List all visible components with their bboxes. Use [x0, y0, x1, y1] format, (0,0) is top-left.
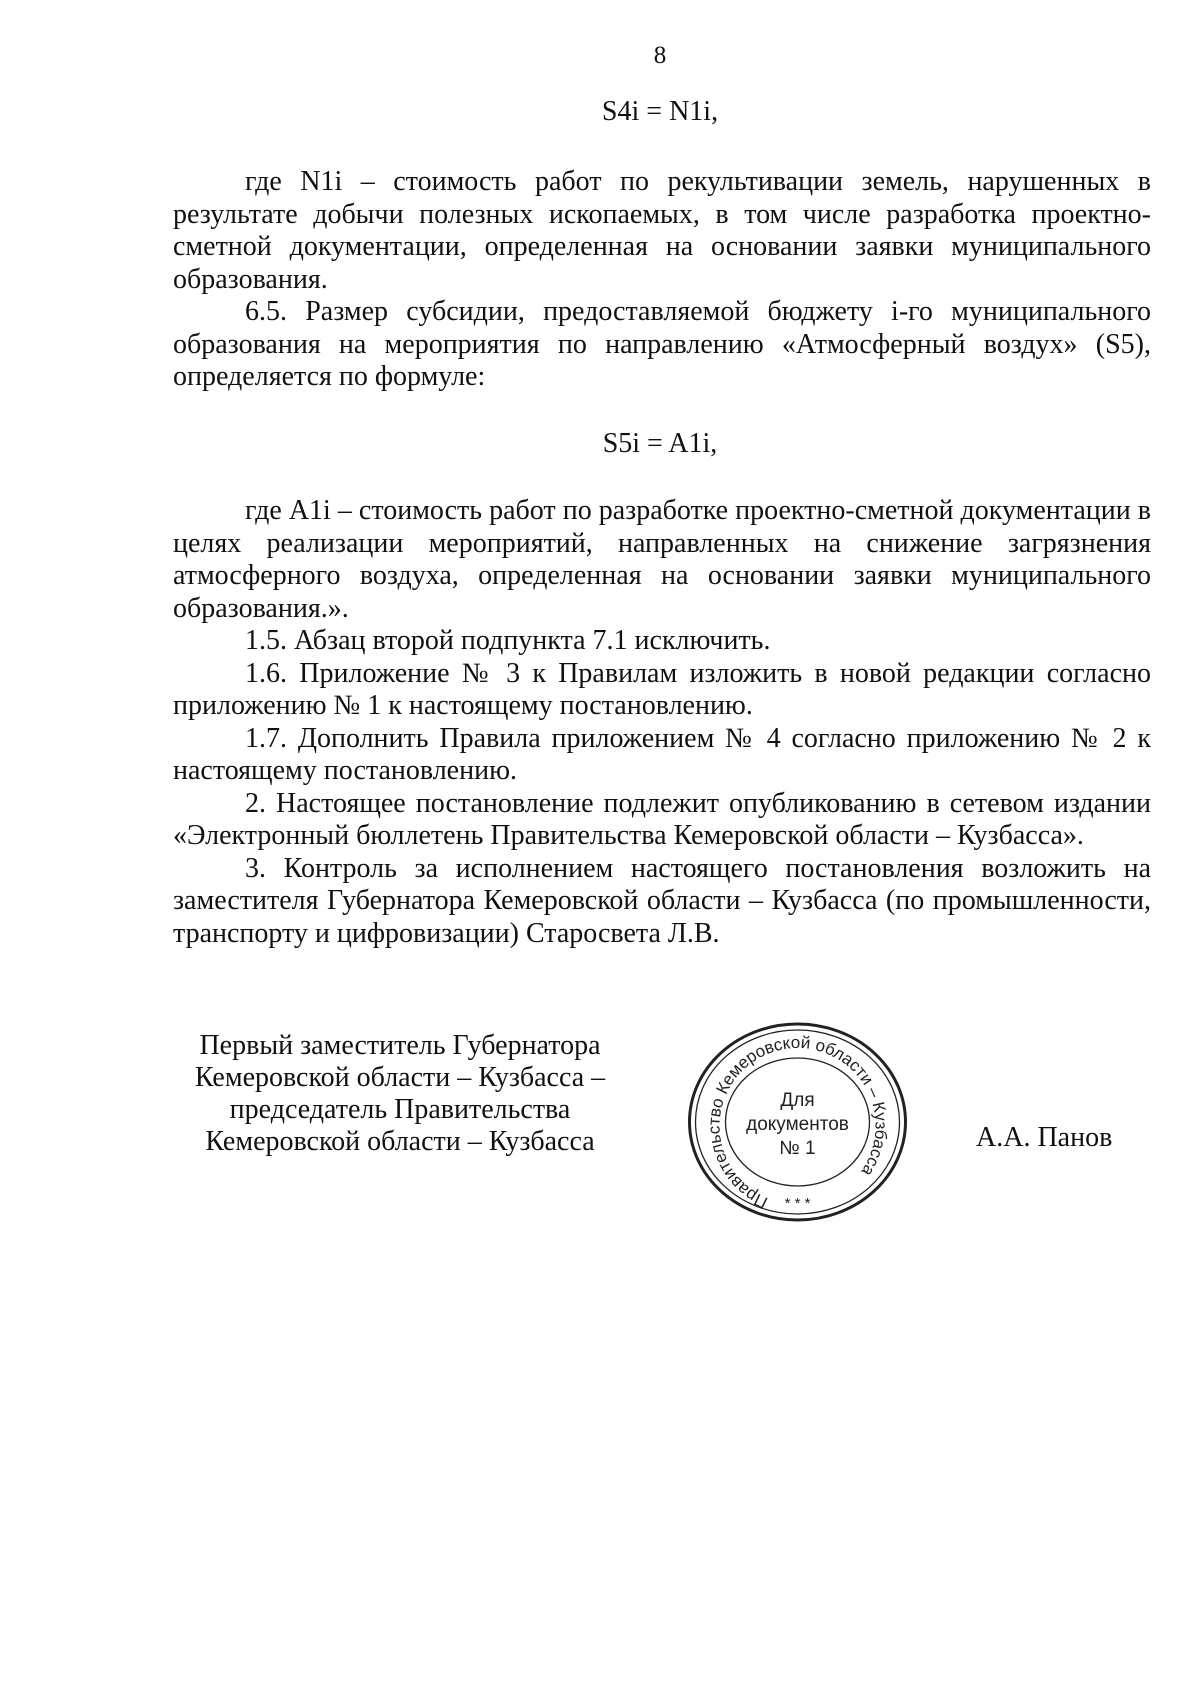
signature-title-line: председатель Правительства: [229, 1094, 571, 1125]
signature-title-line: Кемеровской области – Кузбасса: [205, 1126, 595, 1157]
paragraph-1-6: 1.6. Приложение № 3 к Правилам изложить в новой редакции согласно приложению № 1 к настоящему постановлению.: [173, 657, 1151, 721]
formula-s5: S5i = A1i,: [602, 428, 718, 459]
official-seal: [675, 1012, 920, 1232]
signature-title-line: Кемеровской области – Кузбасса –: [194, 1062, 606, 1093]
signer-name: А.А. Панов: [976, 1122, 1113, 1153]
paragraph-group-1: [173, 166, 1151, 394]
paragraph-group-2: [173, 495, 1151, 950]
paragraph-1-7: 1.7. Дополнить Правила приложением № 4 согласно приложению № 2 к настоящему постановлению.: [173, 722, 1151, 786]
seal-ring-text: Правительство Кемеровской области – Кузбасса: [704, 1032, 891, 1213]
signature-title-block: [160, 1030, 640, 1158]
seal-stars: * * *: [784, 1195, 811, 1212]
page-number: 8: [653, 42, 667, 69]
paragraph-2: 2. Настоящее постановление подлежит опубликованию в сетевом издании «Электронный бюллетень Правительства Кемеровской области – Кузбасса».: [173, 787, 1151, 851]
paragraph-3: 3. Контроль за исполнением настоящего постановления возложить на заместителя Губернатора Кемеровской области – Кузбасса (по промышленности, транспорту и цифровизации) Старосвета Л.В.: [173, 852, 1151, 949]
seal-center-line: документов: [746, 1114, 849, 1135]
paragraph-n1i-definition: где N1i – стоимость работ по рекультивации земель, нарушенных в результате добычи полезных ископаемых, в том числе разработка проектно-сметной документации, определенная на основании заявки муниципального образования.: [173, 166, 1151, 295]
signature-title-line: Первый заместитель Губернатора: [199, 1030, 601, 1061]
formula-s4: S4i = N1i,: [601, 96, 719, 127]
seal-center-line: Для: [780, 1090, 815, 1111]
paragraph-1-5: 1.5. Абзац второй подпункта 7.1 исключить.: [245, 625, 771, 656]
paragraph-a1i-definition: где A1i – стоимость работ по разработке проектно-сметной документации в целях реализации мероприятий, направленных на снижение загрязнения атмосферного воздуха, определенная на основании заявки муниципального образования.».: [173, 495, 1151, 624]
seal-center-line: № 1: [779, 1138, 816, 1159]
paragraph-6-5: 6.5. Размер субсидии, предоставляемой бюджету i-го муниципального образования на мероприятия по направлению «Атмосферный воздух» (S5), определяется по формуле:: [173, 296, 1151, 392]
